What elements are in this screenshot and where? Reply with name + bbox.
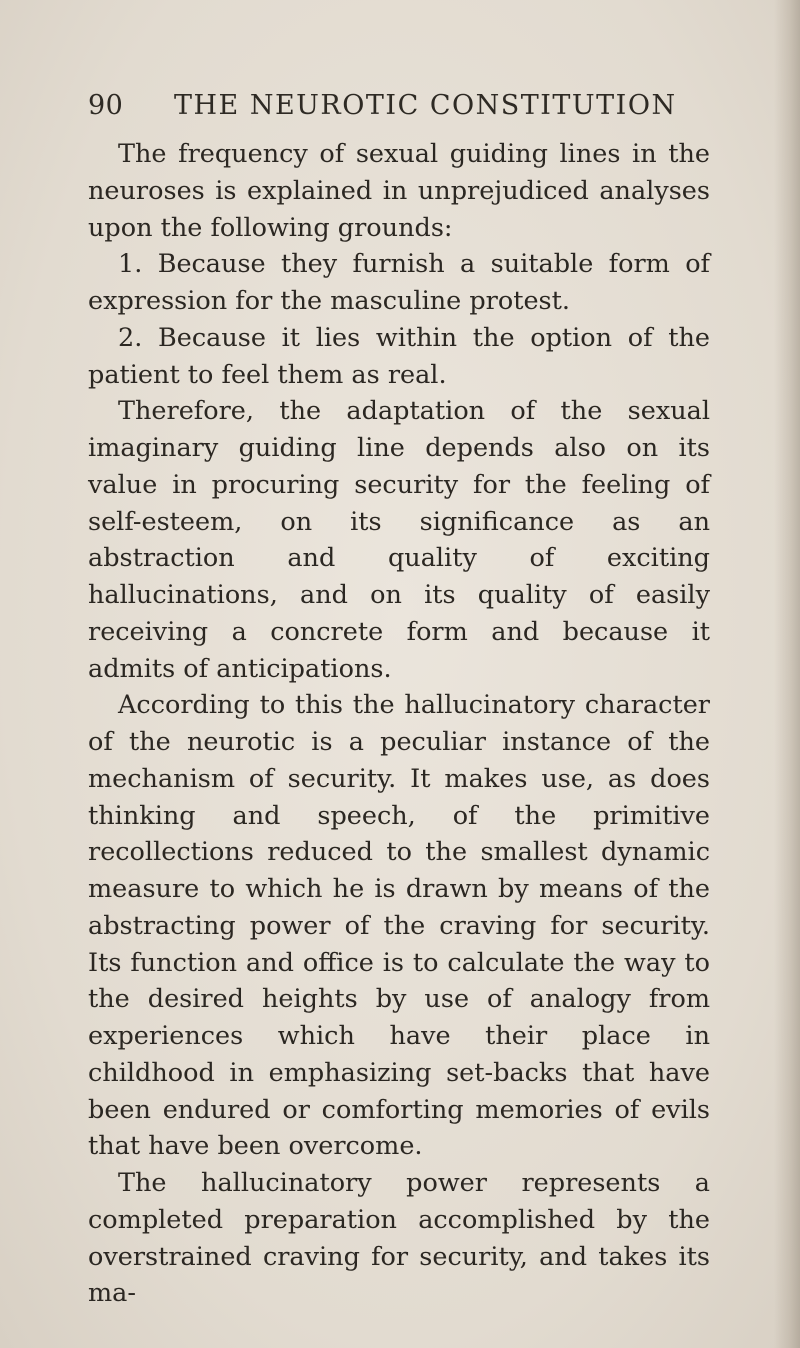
paragraph: According to this the hallucinatory character of the neurotic is a peculiar instance of the mechanism of security. It makes use, as does thinking and speech, of the primitive recollections reduced to the smallest dynamic measure to which he is drawn by means of the abstracting power of the craving for security. Its function and office is to calculate the way to the desired heights by use of analogy from experiences which have their place in childhood in emphasizing set-backs that have been endured or comforting memories of evils that have been overcome. (88, 690, 710, 1162)
page-header (88, 90, 708, 121)
paragraph: The hallucinatory power represents a completed preparation accomplished by the overstrained craving for security, and takes its ma- (88, 1168, 710, 1309)
paragraph: 1. Because they furnish a suitable form of expression for the masculine protest. (88, 249, 710, 316)
page-edge-shadow (774, 0, 800, 1348)
running-head: THE NEUROTIC CONSTITUTION (174, 90, 677, 121)
body-text (88, 136, 710, 1312)
page-number: 90 (88, 90, 124, 121)
paragraph: The frequency of sexual guiding lines in the neuroses is explained in unprejudiced analyses upon the following grounds: (88, 139, 710, 243)
paragraph: Therefore, the adaptation of the sexual imaginary guiding line depends also on its value in procuring security for the feeling of self-esteem, on its significance as an abstraction and quality of exciting hallucinations, and on its quality of easily receiving a concrete form and because it admits of anticipations. (88, 396, 710, 684)
paragraph: 2. Because it lies within the option of the patient to feel them as real. (88, 322, 710, 390)
